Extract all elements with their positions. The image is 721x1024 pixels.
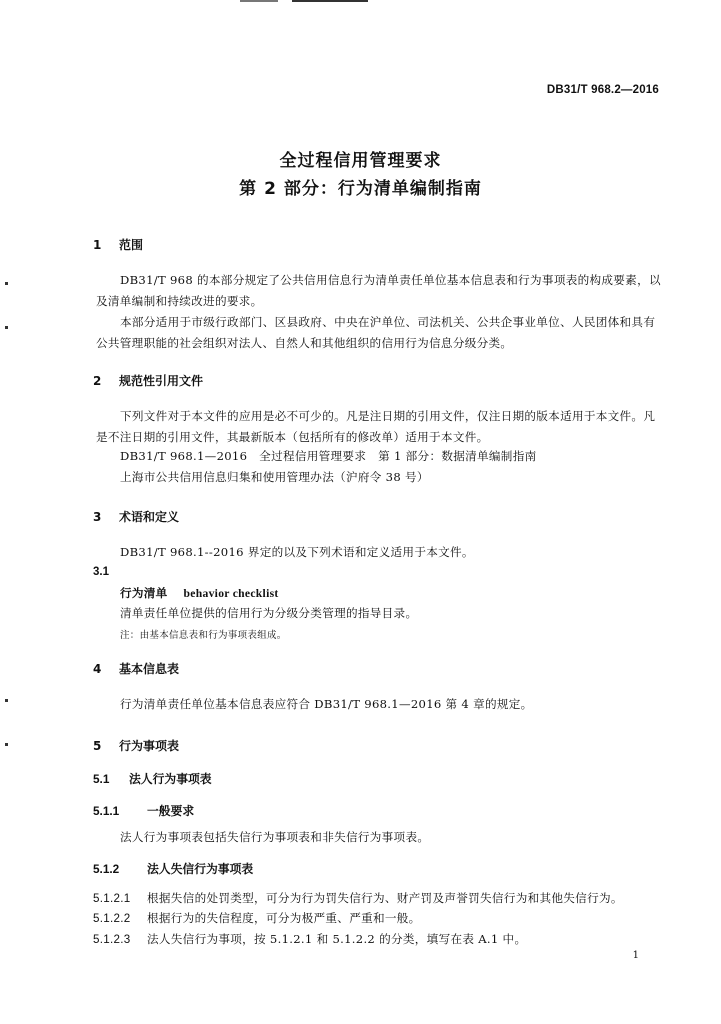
- margin-mark: [5, 326, 8, 329]
- document-title: 全过程信用管理要求: [279, 151, 442, 171]
- section-title: 基本信息表: [119, 662, 180, 676]
- section-4-heading: [93, 660, 179, 677]
- section-title: 行为事项表: [119, 739, 180, 753]
- section-2-heading: [93, 372, 203, 389]
- normative-reference: DB31/T 968.1—2016 全过程信用管理要求 第 1 部分：数据清单编制指南: [120, 449, 537, 463]
- section-number: 1: [93, 238, 102, 252]
- subsection-5-1-2-heading: [93, 860, 253, 877]
- section-1-heading: [93, 236, 143, 253]
- clause-item: [93, 910, 421, 926]
- margin-mark: [5, 743, 8, 746]
- section-number: 2: [93, 374, 102, 388]
- document-subtitle: 第 2 部分：行为清单编制指南: [239, 179, 482, 199]
- clause-number: 5.1.2.1: [93, 892, 131, 905]
- normative-reference: 上海市公共信用信息归集和使用管理办法（沪府令 38 号）: [120, 470, 429, 484]
- section-3-heading: [93, 508, 179, 525]
- subsection-title: 法人失信行为事项表: [147, 862, 254, 876]
- subsection-title: 法人行为事项表: [129, 772, 212, 786]
- scan-mark: [292, 0, 368, 2]
- margin-mark: [5, 699, 8, 702]
- term-note: 注：由基本信息表和行为事项表组成。: [120, 630, 287, 641]
- page-number: 1: [632, 950, 639, 961]
- subsection-number: 5.1.1: [93, 804, 120, 818]
- section-1-paragraph-1: DB31/T 968 的本部分规定了公共信用信息行为清单责任单位基本信息表和行为事项表的构成要素，以及清单编制和持续改进的要求。: [96, 273, 661, 308]
- section-4-paragraph: 行为清单责任单位基本信息表应符合 DB31/T 968.1—2016 第 4 章的规定。: [120, 697, 533, 711]
- clause-item: [93, 931, 526, 947]
- margin-mark: [5, 282, 8, 285]
- section-number: 3: [93, 510, 102, 524]
- term-number: 3.1: [93, 566, 109, 578]
- subsection-number: 5.1.2: [93, 862, 120, 876]
- standard-number: DB31/T 968.2—2016: [546, 84, 659, 96]
- subsection-5-1-heading: [93, 770, 212, 787]
- subsection-5-1-1-heading: [93, 802, 194, 819]
- section-1-paragraph-2: 本部分适用于市级行政部门、区县政府、中央在沪单位、司法机关、公共企事业单位、人民团体和具有公共管理职能的社会组织对法人、自然人和其他组织的信用行为信息分级分类。: [96, 315, 656, 350]
- section-title: 术语和定义: [119, 510, 180, 524]
- term-name-en: behavior checklist: [183, 587, 279, 600]
- term-entry: [120, 585, 279, 601]
- section-5-heading: [93, 737, 179, 754]
- section-title: 范围: [119, 238, 144, 252]
- clause-text: 法人失信行为事项，按 5.1.2.1 和 5.1.2.2 的分类，填写在表 A.1 中。: [147, 932, 527, 946]
- clause-number: 5.1.2.2: [93, 912, 131, 925]
- subsection-5-1-1-paragraph: 法人行为事项表包括失信行为事项表和非失信行为事项表。: [120, 830, 430, 844]
- subsection-number: 5.1: [93, 772, 110, 786]
- section-title: 规范性引用文件: [119, 374, 204, 388]
- section-number: 5: [93, 739, 102, 753]
- clause-number: 5.1.2.3: [93, 933, 131, 946]
- term-definition: 清单责任单位提供的信用行为分级分类管理的指导目录。: [120, 606, 418, 620]
- clause-text: 根据行为的失信程度，可分为极严重、严重和一般。: [147, 911, 421, 925]
- clause-text: 根据失信的处罚类型，可分为行为罚失信行为、财产罚及声誉罚失信行为和其他失信行为。: [147, 891, 623, 905]
- scan-mark: [240, 0, 278, 2]
- clause-item: [93, 890, 623, 906]
- section-3-paragraph: DB31/T 968.1--2016 界定的以及下列术语和定义适用于本文件。: [120, 545, 474, 559]
- section-number: 4: [93, 662, 102, 676]
- subsection-title: 一般要求: [147, 804, 195, 818]
- section-2-paragraph: 下列文件对于本文件的应用是必不可少的。凡是注日期的引用文件，仅注日期的版本适用于本文件。凡是不注日期的引用文件，其最新版本（包括所有的修改单）适用于本文件。: [96, 409, 656, 444]
- top-scan-marks: [240, 0, 380, 4]
- term-name-zh: 行为清单: [120, 586, 168, 600]
